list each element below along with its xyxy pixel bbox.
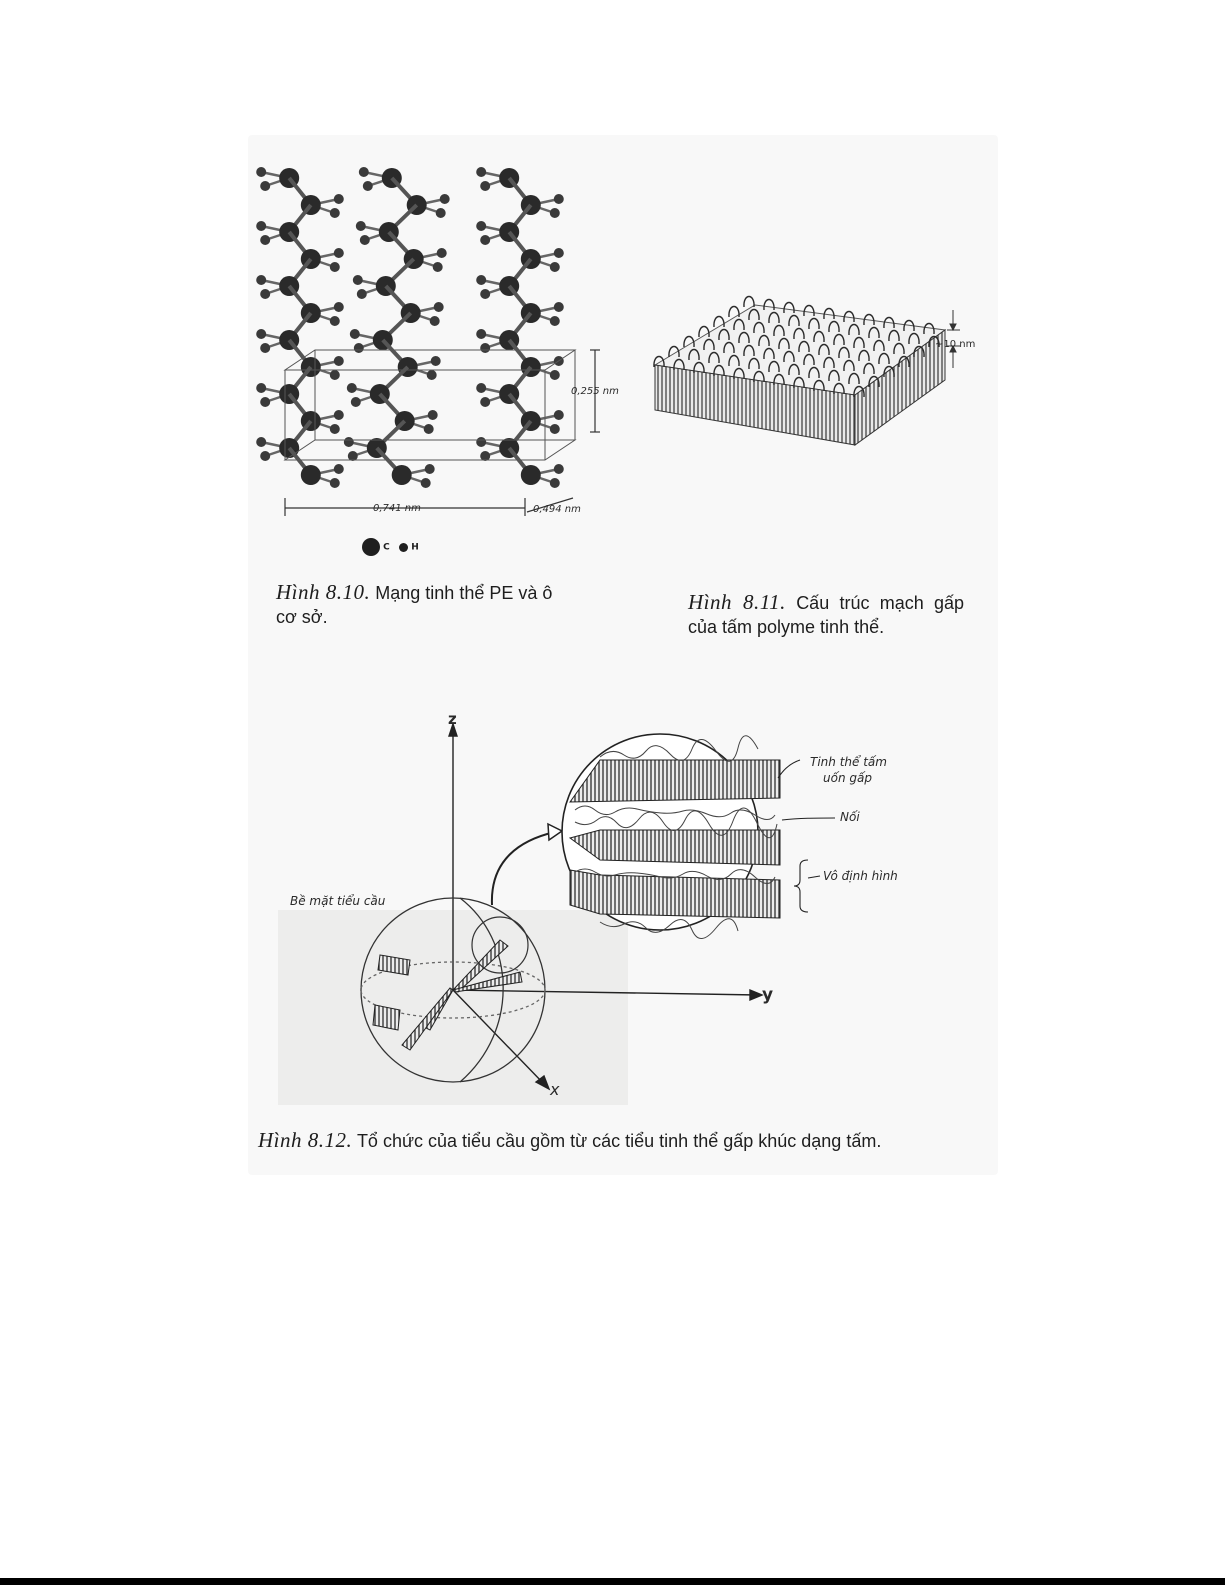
magnified-lamellae — [570, 760, 780, 918]
carbon-atom-icon — [362, 538, 380, 556]
caption-figure-8-10 — [276, 580, 576, 629]
hydrogen-atom — [554, 248, 564, 258]
hydrogen-atom — [354, 343, 364, 353]
carbon-atom — [521, 465, 541, 485]
hydrogen-atom — [550, 208, 560, 218]
caption-text: Mạng tinh thể PE và ô cơ sở. — [276, 583, 553, 627]
hydrogen-atom — [476, 221, 486, 231]
carbon-atom — [392, 465, 412, 485]
hydrogen-atom — [256, 275, 266, 285]
hydrogen-atom — [334, 356, 344, 366]
dim-width-label: 0,741 nm — [373, 503, 421, 514]
label-lamella-line1: Tinh thể tấm — [810, 755, 887, 769]
hydrogen-atom — [480, 289, 490, 299]
caption-number: Hình 8.11. — [688, 590, 786, 614]
hydrogen-atom — [260, 289, 270, 299]
caption-figure-8-12 — [258, 1128, 958, 1153]
hydrogen-atom — [550, 316, 560, 326]
hydrogen-atom — [347, 383, 357, 393]
hydrogen-atom — [437, 248, 447, 258]
hydrogen-atom — [550, 424, 560, 434]
label-lamella-line2: uốn gấp — [823, 771, 872, 785]
hydrogen-atom — [256, 167, 266, 177]
hydrogen-atom — [256, 329, 266, 339]
hydrogen-atom — [260, 181, 270, 191]
caption-text: Cấu trúc mạch gấp của tấm polyme tinh thể. — [688, 593, 964, 637]
hydrogen-atom — [357, 289, 367, 299]
hydrogen-atom — [330, 478, 340, 488]
hydrogen-atom — [434, 302, 444, 312]
hydrogen-atom — [344, 437, 354, 447]
hydrogen-atom — [360, 235, 370, 245]
hydrogen-atom — [476, 329, 486, 339]
hydrogen-atom — [421, 478, 431, 488]
figure-8-12-spherulite — [270, 700, 970, 1110]
axis-x-label: x — [550, 1080, 560, 1099]
thickness-label: ~10 nm — [935, 339, 976, 350]
hydrogen-atom — [433, 262, 443, 272]
legend-hydrogen: H — [411, 542, 419, 553]
hydrogen-atom-icon — [399, 543, 408, 552]
dim-height-label: 0,255 nm — [571, 386, 619, 397]
hydrogen-atom — [427, 370, 437, 380]
hydrogen-atom — [554, 194, 564, 204]
hydrogen-atom — [256, 221, 266, 231]
hydrogen-atom — [430, 316, 440, 326]
scan-border — [0, 1578, 1225, 1585]
hydrogen-atom — [550, 262, 560, 272]
hydrogen-atom — [363, 181, 373, 191]
hydrogen-atom — [480, 343, 490, 353]
hydrogen-atom — [334, 194, 344, 204]
hydrogen-atom — [440, 194, 450, 204]
hydrogen-atom — [334, 410, 344, 420]
hydrogen-atom — [359, 167, 369, 177]
hydrogen-atom — [554, 464, 564, 474]
hydrogen-atom — [476, 275, 486, 285]
hydrogen-atom — [480, 397, 490, 407]
hydrogen-atom — [334, 464, 344, 474]
hydrogen-atom — [260, 397, 270, 407]
hydrogen-atom — [353, 275, 363, 285]
hydrogen-atom — [260, 343, 270, 353]
label-spherulite-surface: Bề mặt tiểu cầu — [290, 894, 386, 908]
caption-text: Tổ chức của tiểu cầu gồm từ các tiểu tinh thể gấp khúc dạng tấm. — [356, 1131, 882, 1151]
caption-number: Hình 8.10. — [276, 580, 371, 604]
hydrogen-atom — [550, 370, 560, 380]
dim-depth-label: 0,494 nm — [533, 504, 581, 515]
carbon-atom — [301, 465, 321, 485]
axis-y-label: y — [762, 985, 774, 1005]
hydrogen-atom — [350, 329, 360, 339]
axis-z-label: z — [448, 710, 457, 728]
legend-carbon: C — [383, 542, 390, 553]
hydrogen-atom — [436, 208, 446, 218]
label-amorphous: Vô định hình — [823, 869, 898, 883]
hydrogen-atom — [260, 235, 270, 245]
figure-8-11-folded-lamella — [645, 290, 1000, 455]
zoom-arrow — [492, 832, 555, 905]
hydrogen-atom — [554, 302, 564, 312]
hydrogen-atom — [330, 370, 340, 380]
hydrogen-atom — [554, 410, 564, 420]
hydrogen-atom — [480, 181, 490, 191]
atom-legend — [362, 538, 419, 556]
hydrogen-atom — [256, 383, 266, 393]
figure-8-10-pe-lattice — [255, 150, 635, 540]
hydrogen-atom — [476, 437, 486, 447]
hydrogen-atom — [424, 424, 434, 434]
hydrogen-atom — [431, 356, 441, 366]
hydrogen-atom — [334, 248, 344, 258]
hydrogen-atom — [330, 424, 340, 434]
hydrogen-atom — [480, 235, 490, 245]
hydrogen-atom — [260, 451, 270, 461]
hydrogen-atom — [356, 221, 366, 231]
hydrogen-atom — [351, 397, 361, 407]
hydrogen-atom — [330, 208, 340, 218]
caption-number: Hình 8.12. — [258, 1128, 353, 1152]
fold-loop — [744, 297, 754, 308]
caption-figure-8-11 — [688, 590, 964, 639]
hydrogen-atom — [256, 437, 266, 447]
hydrogen-atom — [550, 478, 560, 488]
hydrogen-atom — [476, 383, 486, 393]
hydrogen-atom — [425, 464, 435, 474]
label-tie: Nối — [840, 810, 860, 824]
hydrogen-atom — [330, 262, 340, 272]
hydrogen-atom — [334, 302, 344, 312]
hydrogen-atom — [476, 167, 486, 177]
hydrogen-atom — [428, 410, 438, 420]
hydrogen-atom — [330, 316, 340, 326]
